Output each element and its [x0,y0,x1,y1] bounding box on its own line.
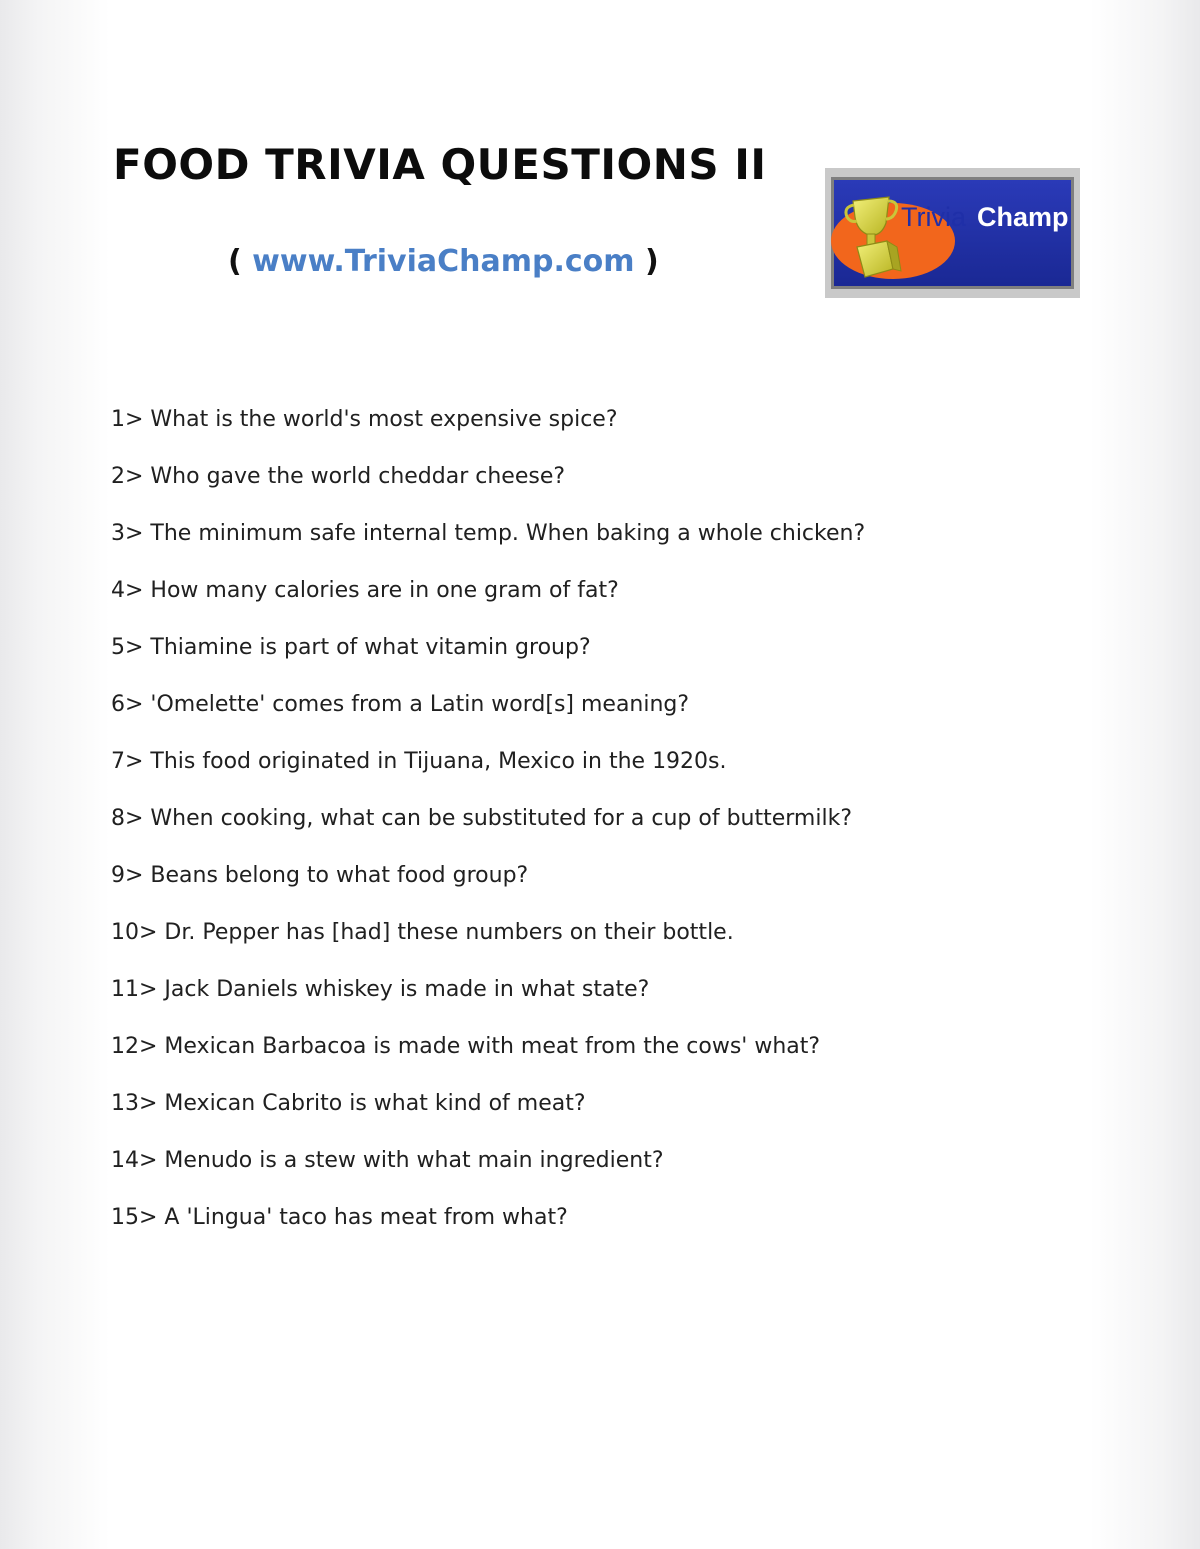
question-item: 7> This food originated in Tijuana, Mexico in the 1920s. [111,749,727,774]
question-item: 9> Beans belong to what food group? [111,863,529,888]
triviachamp-logo[interactable] [825,168,1080,298]
question-item: 2> Who gave the world cheddar cheese? [111,464,566,489]
question-item: 10> Dr. Pepper has [had] these numbers on their bottle. [111,920,734,945]
close-paren: ) [644,244,659,279]
logo-graphic [831,177,1074,289]
question-item: 13> Mexican Cabrito is what kind of meat? [111,1091,586,1116]
open-paren: ( [228,244,242,279]
question-item: 4> How many calories are in one gram of fat? [111,578,619,603]
site-url-link[interactable]: www.TriviaChamp.com [252,244,635,279]
question-item: 12> Mexican Barbacoa is made with meat from the cows' what? [111,1034,821,1059]
logo-text-champ: Champ [977,202,1069,232]
question-item: 6> 'Omelette' comes from a Latin word[s] meaning? [111,692,690,717]
question-item: 14> Menudo is a stew with what main ingredient? [111,1148,664,1173]
question-list [111,403,865,1258]
page-title: FOOD TRIVIA QUESTIONS II [113,140,767,189]
site-url-line [228,244,659,279]
page-shadow-left [0,0,110,1549]
question-item: 8> When cooking, what can be substituted for a cup of buttermilk? [111,806,852,831]
question-item: 15> A 'Lingua' taco has meat from what? [111,1205,568,1230]
question-item: 11> Jack Daniels whiskey is made in what state? [111,977,650,1002]
question-item: 3> The minimum safe internal temp. When baking a whole chicken? [111,521,866,546]
page-shadow-right [1090,0,1200,1549]
logo-text-trivia: Trivia [901,202,966,232]
question-item: 5> Thiamine is part of what vitamin group? [111,635,591,660]
question-item: 1> What is the world's most expensive spice? [111,407,618,432]
